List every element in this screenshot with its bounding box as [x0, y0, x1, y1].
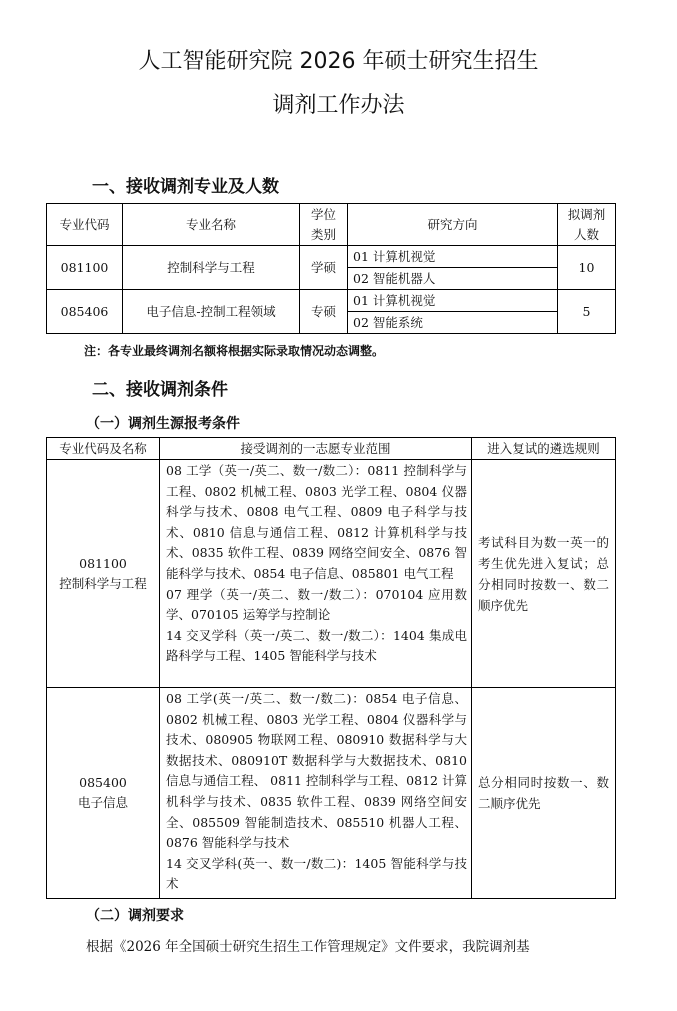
- header-degree: [300, 204, 348, 246]
- table-row: [47, 290, 616, 312]
- row2-scope: [160, 688, 472, 899]
- table-header-row: [47, 204, 616, 246]
- row2-rule: 总分相同时按数一、数二顺序优先: [472, 688, 616, 899]
- row2-degree: 专硕: [300, 290, 348, 334]
- row1-direction2: 02 智能机器人: [348, 268, 558, 290]
- section1-heading: 一、接收调剂专业及人数: [92, 177, 279, 197]
- table-header-row: [47, 438, 616, 460]
- table-row: [47, 460, 616, 688]
- quota-table: [46, 203, 616, 334]
- header-code: 专业代码: [47, 204, 123, 246]
- header-quota-line2: 人数: [573, 226, 599, 242]
- row2-quota: 5: [558, 290, 616, 334]
- row1-scope-science: 07 理学（英一/英二、数一/数二）：070104 应用数学、070105 运筹学与控制论: [166, 586, 467, 623]
- header-quota-line1: 拟调剂: [567, 206, 606, 222]
- row1-name: 控制科学与工程: [123, 246, 300, 290]
- header-degree-line1: 学位: [310, 206, 336, 222]
- row1-code-name: [47, 460, 160, 688]
- row1-scope: [160, 460, 472, 688]
- table-row: [47, 688, 616, 899]
- row1-code: 081100: [79, 555, 127, 571]
- row2-code-name: [47, 688, 160, 899]
- row2-code: 085406: [47, 290, 123, 334]
- header-name: 专业名称: [123, 204, 300, 246]
- subsection2-heading: （二）调剂要求: [86, 908, 184, 924]
- row1-direction1: 01 计算机视觉: [348, 246, 558, 268]
- subsection1-heading: （一）调剂生源报考条件: [86, 416, 240, 432]
- section2-heading: 二、接收调剂条件: [92, 380, 228, 400]
- table-row: [47, 246, 616, 268]
- row1-name: 控制科学与工程: [59, 575, 147, 591]
- row2-name: 电子信息: [77, 794, 128, 810]
- header-scope: 接受调剂的一志愿专业范围: [160, 438, 472, 460]
- row2-scope-engineering: 08 工学(英一/英二、数一/数二)：0854 电子信息、0802 机械工程、0803 光学工程、0804 仪器科学与技术、080905 物联网工程、080910 数据科学与大数据技术、080910T 数据科学与大数据技术、0810 信息与通信工程、 0811 控制科学与工程、0812 计算机科学与技术、0835 软件工程、0839 网络空间安全、085509 智能制造技术、085510 机器人工程、0876 智能科学与技术: [166, 691, 467, 851]
- document-title-line1: 人工智能研究院 2026 年硕士研究生招生: [138, 49, 539, 74]
- header-code-name: 专业代码及名称: [47, 438, 160, 460]
- conditions-table: [46, 437, 616, 899]
- row2-name: 电子信息-控制工程领域: [123, 290, 300, 334]
- header-direction: 研究方向: [348, 204, 558, 246]
- row1-rule: 考试科目为数一英一的考生优先进入复试；总分相同时按数一、数二顺序优先: [472, 460, 616, 688]
- row1-code: 081100: [47, 246, 123, 290]
- row1-scope-engineering: 08 工学（英一/英二、数一/数二）：0811 控制科学与工程、0802 机械工程、0803 光学工程、0804 仪器科学与技术、0808 电气工程、0809 电子科学与技术、0810 信息与通信工程、0812 计算机科学与技术、0835 软件工程、0839 网络空间安全、0876 智能科学与技术、0854 电子信息、085801 电气工程: [166, 463, 467, 581]
- row2-direction1: 01 计算机视觉: [348, 290, 558, 312]
- body-paragraph: 根据《2026 年全国硕士研究生招生工作管理规定》文件要求，我院调剂基: [86, 939, 530, 955]
- row1-quota: 10: [558, 246, 616, 290]
- header-quota: [558, 204, 616, 246]
- row2-direction2: 02 智能系统: [348, 312, 558, 334]
- header-rule: 进入复试的遴选规则: [472, 438, 616, 460]
- row1-scope-interdisciplinary: 14 交叉学科（英一/英二、数一/数二）：1404 集成电路科学与工程、1405 智能科学与技术: [166, 627, 467, 664]
- document-title-line2: 调剂工作办法: [272, 93, 405, 118]
- row2-code: 085400: [79, 774, 127, 790]
- row1-degree: 学硕: [300, 246, 348, 290]
- header-degree-line2: 类别: [310, 226, 336, 242]
- row2-scope-interdisciplinary: 14 交叉学科(英一、数一/数二)：1405 智能科学与技术: [166, 855, 467, 892]
- quota-note: 注：各专业最终调剂名额将根据实际录取情况动态调整。: [84, 344, 385, 358]
